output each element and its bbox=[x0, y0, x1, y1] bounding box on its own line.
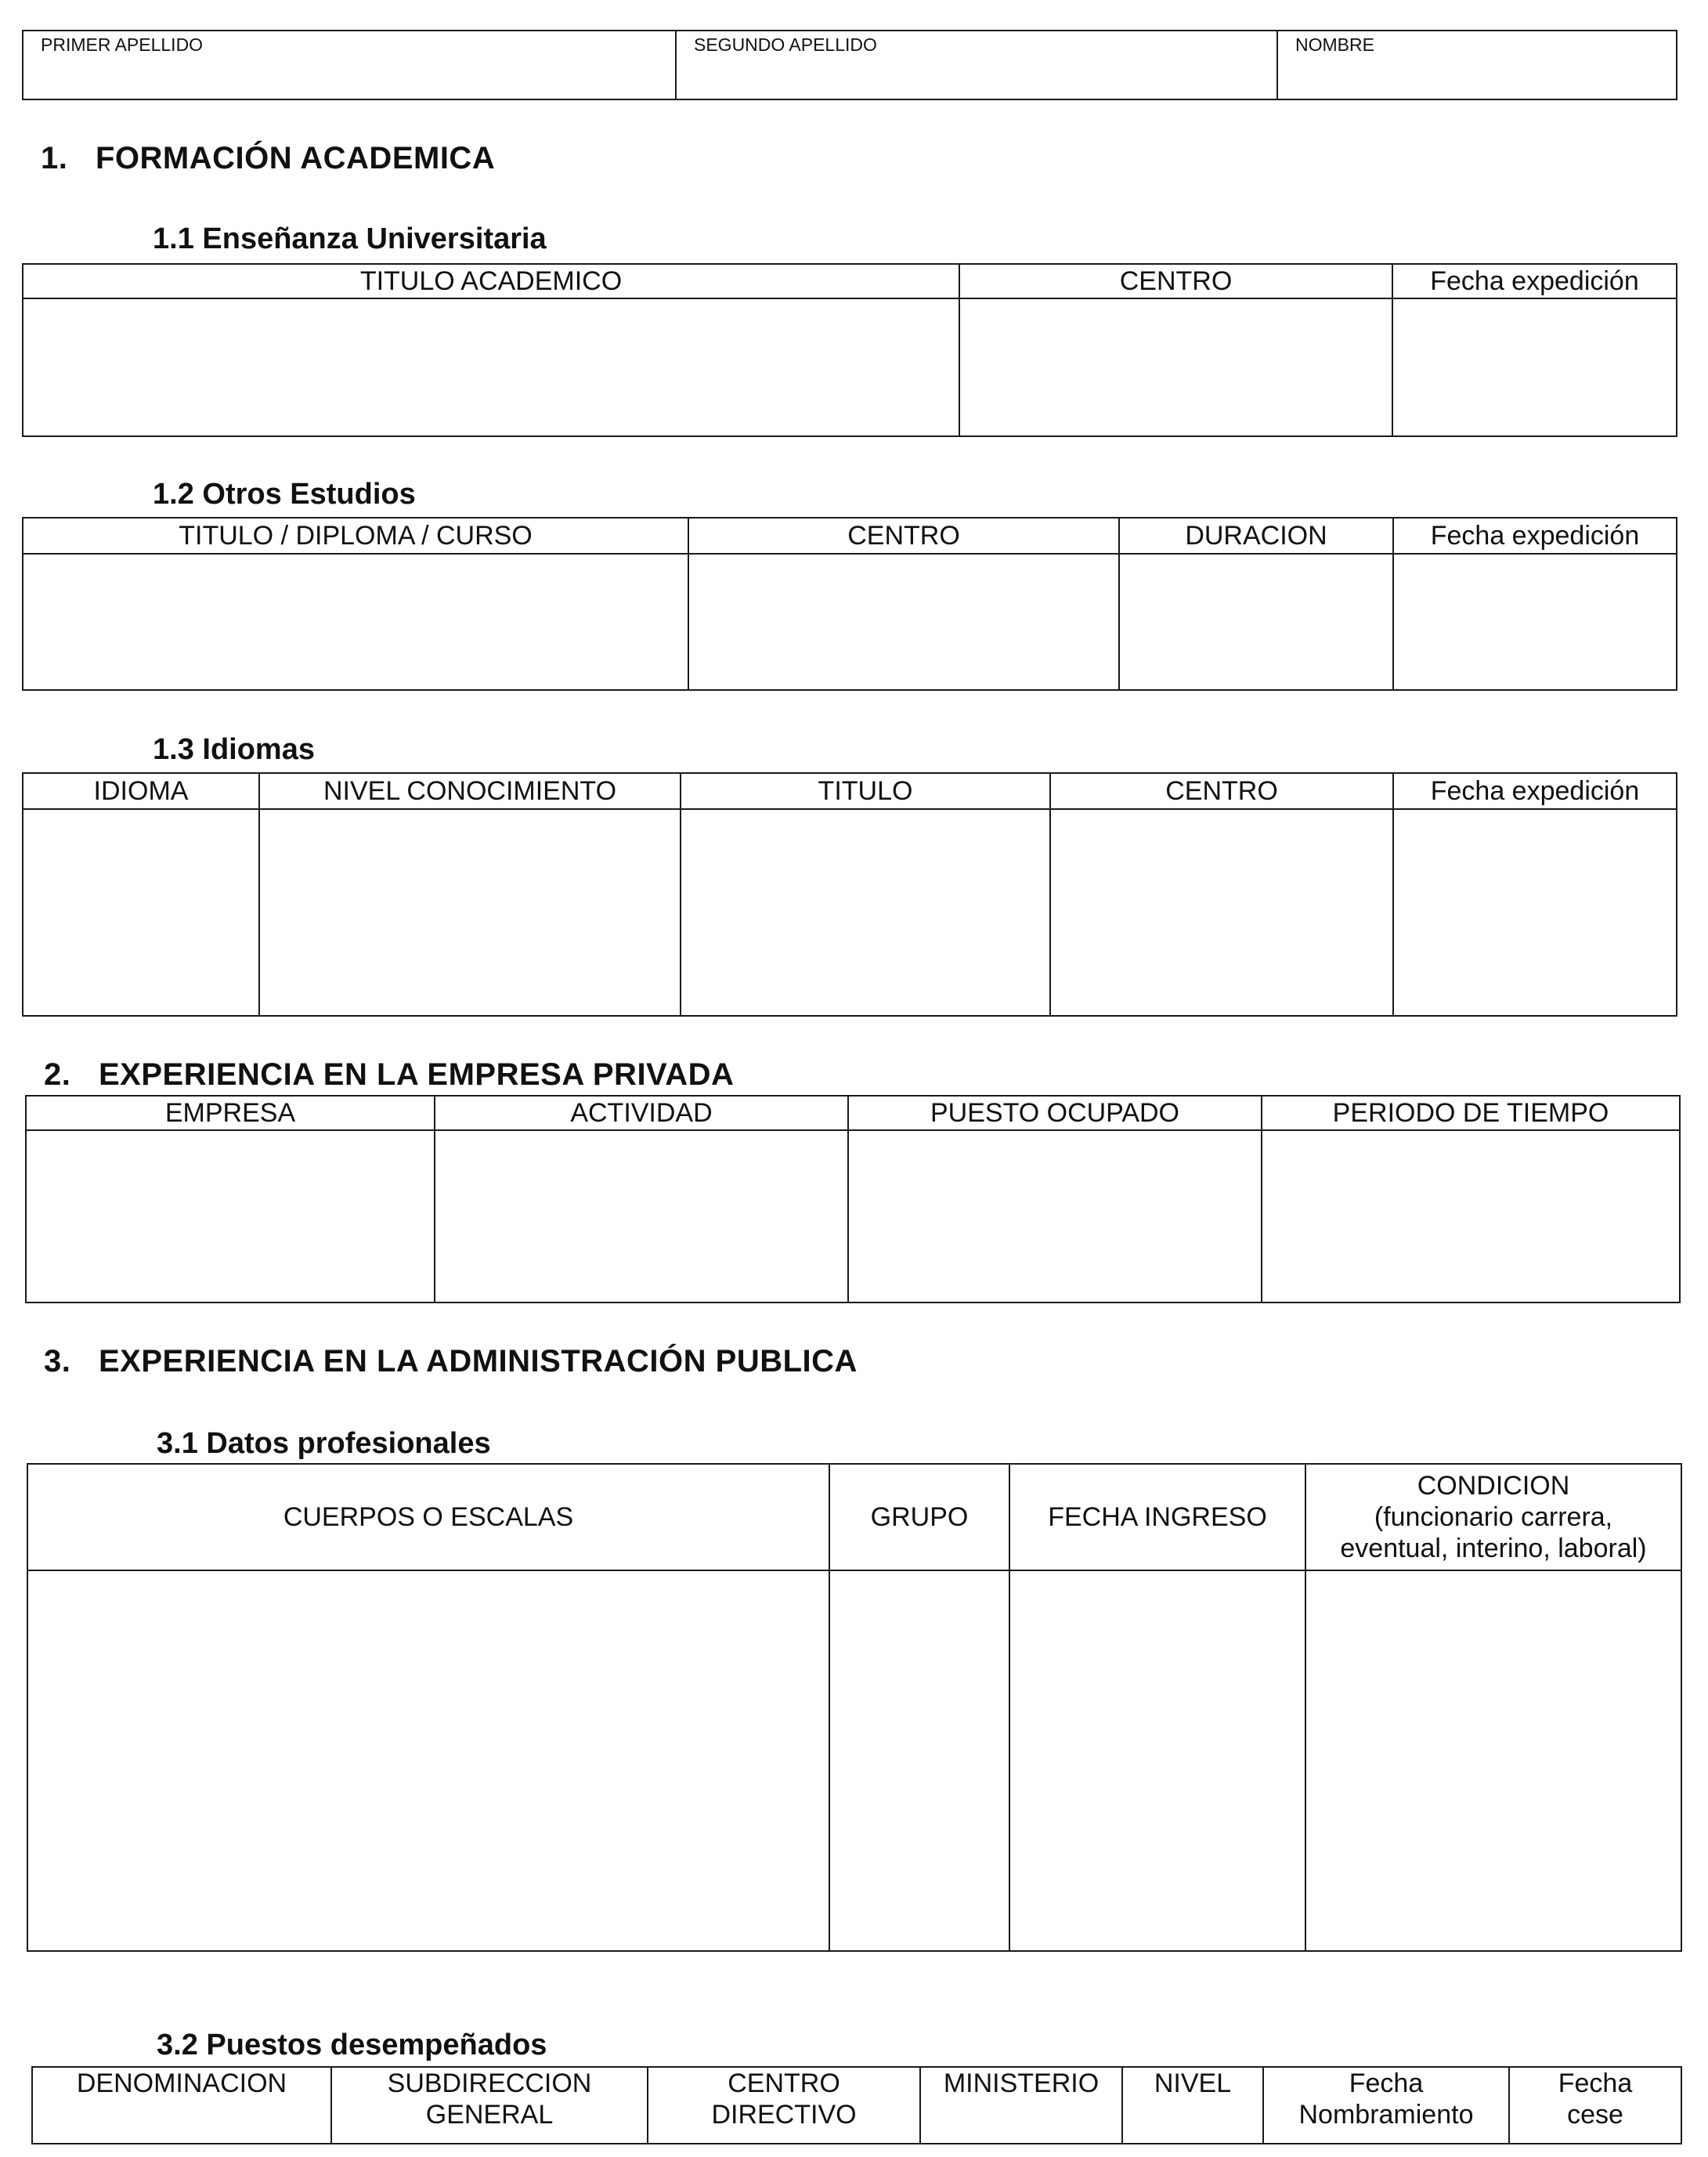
s2-col-actividad: ACTIVIDAD bbox=[435, 1096, 848, 1130]
section1-number: 1. bbox=[41, 141, 68, 175]
s11-cell-titulo[interactable] bbox=[23, 298, 959, 436]
s13-cell-idioma[interactable] bbox=[23, 809, 259, 1016]
s12-col-duracion: DURACION bbox=[1119, 518, 1393, 554]
segundo-apellido-field[interactable]: SEGUNDO APELLIDO bbox=[676, 31, 1277, 99]
s13-col-titulo: TITULO bbox=[681, 773, 1050, 809]
s13-table bbox=[22, 772, 1677, 1017]
s2-col-periodo: PERIODO DE TIEMPO bbox=[1262, 1096, 1680, 1130]
s32-title: 3.2 Puestos desempeñados bbox=[157, 2029, 547, 2061]
s31-table bbox=[27, 1463, 1682, 1952]
name-header-table bbox=[22, 30, 1677, 100]
s13-col-idioma: IDIOMA bbox=[23, 773, 259, 809]
s12-table bbox=[22, 517, 1677, 691]
nombre-field[interactable]: NOMBRE bbox=[1277, 31, 1677, 99]
s2-cell-puesto[interactable] bbox=[848, 1130, 1262, 1303]
section3-title: EXPERIENCIA EN LA ADMINISTRACIÓN PUBLICA bbox=[99, 1344, 858, 1378]
s12-col-centro: CENTRO bbox=[688, 518, 1119, 554]
s11-table bbox=[22, 263, 1677, 437]
s13-cell-nivel[interactable] bbox=[259, 809, 681, 1016]
s31-col-condicion: CONDICION (funcionario carrera, eventual, interino, laboral) bbox=[1305, 1464, 1681, 1570]
s32-col-centro: CENTRO DIRECTIVO bbox=[648, 2067, 920, 2144]
s31-col-grupo: GRUPO bbox=[829, 1464, 1009, 1570]
s13-col-nivel: NIVEL CONOCIMIENTO bbox=[259, 773, 681, 809]
s13-col-fecha: Fecha expedición bbox=[1393, 773, 1677, 809]
s31-col-cuerpos: CUERPOS O ESCALAS bbox=[27, 1464, 829, 1570]
s12-cell-centro[interactable] bbox=[688, 554, 1119, 690]
s11-col-fecha: Fecha expedición bbox=[1392, 264, 1677, 298]
section2-number: 2. bbox=[44, 1057, 71, 1092]
s13-cell-fecha[interactable] bbox=[1393, 809, 1677, 1016]
s32-col-denominacion: DENOMINACION bbox=[32, 2067, 331, 2144]
s11-cell-fecha[interactable] bbox=[1392, 298, 1677, 436]
s31-cell-cuerpos[interactable] bbox=[27, 1570, 829, 1951]
s11-cell-centro[interactable] bbox=[959, 298, 1392, 436]
s2-table bbox=[25, 1095, 1681, 1303]
primer-apellido-field[interactable]: PRIMER APELLIDO bbox=[23, 31, 676, 99]
s31-title: 3.1 Datos profesionales bbox=[157, 1427, 491, 1460]
s11-title: 1.1 Enseñanza Universitaria bbox=[153, 222, 547, 255]
s31-col-fecha-ingreso: FECHA INGRESO bbox=[1009, 1464, 1305, 1570]
s32-col-nivel: NIVEL bbox=[1122, 2067, 1263, 2144]
s13-col-centro: CENTRO bbox=[1050, 773, 1393, 809]
s13-cell-titulo[interactable] bbox=[681, 809, 1050, 1016]
section1-title: FORMACIÓN ACADEMICA bbox=[96, 141, 496, 175]
section2-title: EXPERIENCIA EN LA EMPRESA PRIVADA bbox=[99, 1057, 735, 1092]
s12-cell-fecha[interactable] bbox=[1393, 554, 1677, 690]
s32-col-fecha-nombramiento: Fecha Nombramiento bbox=[1263, 2067, 1509, 2144]
s13-title: 1.3 Idiomas bbox=[153, 733, 315, 766]
s2-cell-actividad[interactable] bbox=[435, 1130, 848, 1303]
s32-col-subdireccion: SUBDIRECCION GENERAL bbox=[331, 2067, 648, 2144]
s12-cell-duracion[interactable] bbox=[1119, 554, 1393, 690]
section3-heading bbox=[44, 1344, 858, 1379]
s32-col-fecha-cese: Fecha cese bbox=[1509, 2067, 1681, 2144]
s2-cell-empresa[interactable] bbox=[26, 1130, 435, 1303]
s11-col-titulo: TITULO ACADEMICO bbox=[23, 264, 959, 298]
s2-col-empresa: EMPRESA bbox=[26, 1096, 435, 1130]
s32-table bbox=[31, 2066, 1682, 2144]
s31-cell-condicion[interactable] bbox=[1305, 1570, 1681, 1951]
s12-title: 1.2 Otros Estudios bbox=[153, 478, 416, 511]
s2-col-puesto: PUESTO OCUPADO bbox=[848, 1096, 1262, 1130]
s31-cell-fecha-ingreso[interactable] bbox=[1009, 1570, 1305, 1951]
s12-col-titulo: TITULO / DIPLOMA / CURSO bbox=[23, 518, 688, 554]
s2-cell-periodo[interactable] bbox=[1262, 1130, 1680, 1303]
s12-col-fecha: Fecha expedición bbox=[1393, 518, 1677, 554]
s12-cell-titulo[interactable] bbox=[23, 554, 688, 690]
section1-heading bbox=[41, 141, 495, 176]
section2-heading bbox=[44, 1057, 734, 1093]
s31-cell-grupo[interactable] bbox=[829, 1570, 1009, 1951]
s11-col-centro: CENTRO bbox=[959, 264, 1392, 298]
s32-col-ministerio: MINISTERIO bbox=[920, 2067, 1122, 2144]
section3-number: 3. bbox=[44, 1344, 71, 1378]
s13-cell-centro[interactable] bbox=[1050, 809, 1393, 1016]
